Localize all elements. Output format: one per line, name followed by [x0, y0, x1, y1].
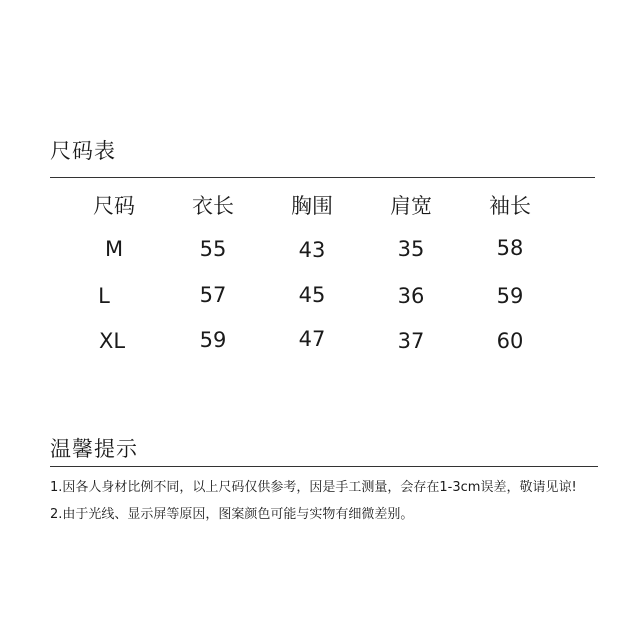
- row-l-size: L: [98, 284, 110, 308]
- header-chest: 胸围: [291, 194, 333, 218]
- notice-item-1: 1.因各人身材比例不同，以上尺码仅供参考，因是手工测量，会存在1-3cm误差，敬请见谅!: [50, 480, 577, 495]
- row-m-length: 55: [199, 237, 227, 261]
- row-l-chest: 45: [298, 283, 326, 307]
- row-xl-length: 59: [199, 328, 227, 352]
- row-l-sleeve: 59: [496, 284, 524, 308]
- row-l-length: 57: [199, 283, 227, 307]
- header-length: 衣长: [192, 194, 234, 218]
- notice-divider: [50, 466, 598, 467]
- header-size: 尺码: [93, 194, 135, 218]
- row-l-shoulder: 36: [397, 284, 425, 308]
- row-m-shoulder: 35: [397, 237, 425, 261]
- row-m-chest: 43: [298, 238, 326, 262]
- header-shoulder: 肩宽: [390, 194, 432, 218]
- row-xl-size: XL: [98, 329, 126, 353]
- notice-item-2: 2.由于光线、显示屏等原因，图案颜色可能与实物有细微差别。: [50, 507, 414, 522]
- row-m-sleeve: 58: [496, 236, 524, 260]
- row-xl-sleeve: 60: [496, 329, 524, 353]
- size-chart-title: 尺码表: [50, 139, 116, 163]
- row-m-size: M: [104, 237, 124, 261]
- size-chart-divider: [50, 177, 595, 178]
- notice-title: 温馨提示: [50, 437, 138, 461]
- header-sleeve: 袖长: [489, 194, 531, 218]
- row-xl-shoulder: 37: [397, 329, 425, 353]
- row-xl-chest: 47: [298, 327, 326, 351]
